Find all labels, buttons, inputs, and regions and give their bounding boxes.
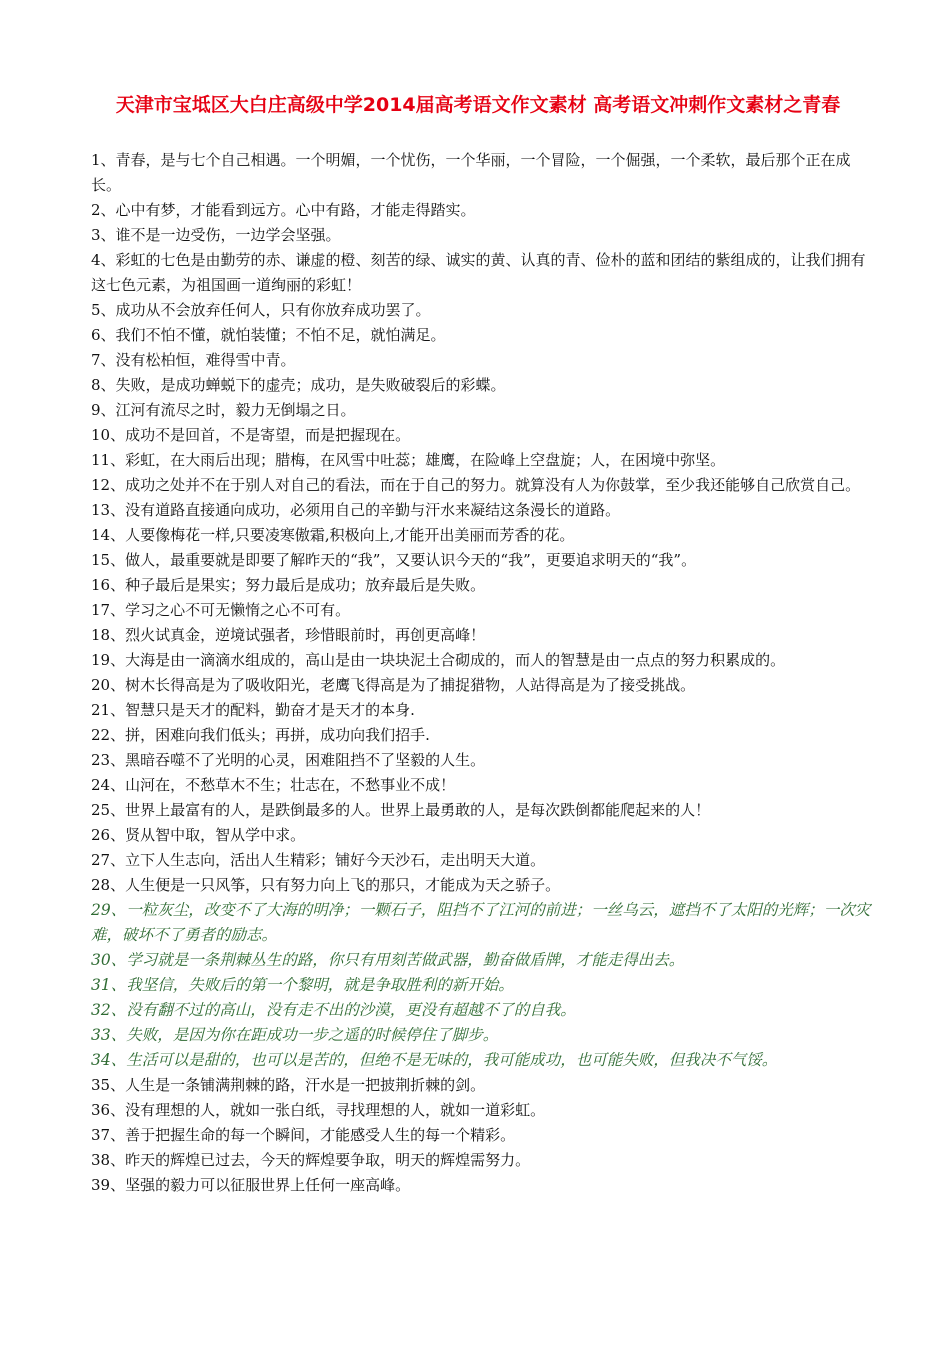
quote-item: 23、黑暗吞噬不了光明的心灵，困难阻挡不了坚毅的人生。 (91, 751, 486, 769)
quote-item: 38、昨天的辉煌已过去，今天的辉煌要争取，明天的辉煌需努力。 (91, 1151, 531, 1169)
quote-item: 9、江河有流尽之时，毅力无倒塌之日。 (91, 401, 356, 419)
quote-item: 37、善于把握生命的每一个瞬间，才能感受人生的每一个精彩。 (91, 1126, 516, 1144)
quote-item: 4、彩虹的七色是由勤劳的赤、谦虚的橙、刻苦的绿、诚实的黄、认真的青、俭朴的蓝和团结的紫组成的，让我们拥有这七色元素，为祖国画一道绚丽的彩虹！ (91, 251, 866, 294)
quote-item: 19、大海是由一滴滴水组成的，高山是由一块块泥土合砌成的，而人的智慧是由一点点的努力积累成的。 (91, 651, 786, 669)
quote-item: 31、我坚信，失败后的第一个黎明，就是争取胜利的新开始。 (91, 976, 514, 994)
quote-item: 39、坚强的毅力可以征服世界上任何一座高峰。 (91, 1176, 411, 1194)
quote-item: 14、人要像梅花一样,只要凌寒傲霜,积极向上,才能开出美丽而芳香的花。 (91, 526, 575, 544)
quote-item: 26、贤从智中取，智从学中求。 (91, 826, 306, 844)
quote-item: 28、人生便是一只风筝，只有努力向上飞的那只，才能成为天之骄子。 (91, 876, 561, 894)
quote-item: 8、失败，是成功蝉蜕下的虚壳；成功，是失败破裂后的彩蝶。 (91, 376, 506, 394)
quote-item: 33、失败，是因为你在距成功一步之遥的时候停住了脚步。 (91, 1026, 499, 1044)
quote-item: 18、烈火试真金，逆境试强者，珍惜眼前时，再创更高峰！ (91, 626, 486, 644)
document-title: 天津市宝坻区大白庄高级中学2014届高考语文作文素材 高考语文冲刺作文素材之青春 (115, 94, 841, 116)
quote-item: 1、青春，是与七个自己相遇。一个明媚，一个忧伤，一个华丽，一个冒险，一个倔强，一个柔软，最后那个正在成长。 (91, 151, 851, 194)
quote-item: 17、学习之心不可无懒惰之心不可有。 (91, 601, 351, 619)
quote-item: 36、没有理想的人，就如一张白纸，寻找理想的人，就如一道彩虹。 (91, 1101, 546, 1119)
quote-item: 24、山河在，不愁草木不生；壮志在，不愁事业不成！ (91, 776, 456, 794)
quote-item: 35、人生是一条铺满荆棘的路，汗水是一把披荆折棘的剑。 (91, 1076, 486, 1094)
quote-item: 29、一粒灰尘，改变不了大海的明净；一颗石子，阻挡不了江河的前进；一丝乌云，遮挡不了太阳的光辉；一次灾难，破坏不了勇者的励志。 (91, 901, 871, 944)
quote-item: 11、彩虹，在大雨后出现；腊梅，在风雪中吐蕊；雄鹰，在险峰上空盘旋；人，在困境中弥坚。 (91, 451, 726, 469)
quote-item: 10、成功不是回首，不是寄望，而是把握现在。 (91, 426, 411, 444)
quote-item: 30、学习就是一条荆棘丛生的路，你只有用刻苦做武器，勤奋做盾牌，才能走得出去。 (91, 951, 685, 969)
quote-item: 13、没有道路直接通向成功，必须用自己的辛勤与汗水来凝结这条漫长的道路。 (91, 501, 621, 519)
quote-item: 12、成功之处并不在于别人对自己的看法，而在于自己的努力。就算没有人为你鼓掌，至少我还能够自己欣赏自己。 (91, 476, 861, 494)
quote-item: 25、世界上最富有的人，是跌倒最多的人。世界上最勇敢的人，是每次跌倒都能爬起来的人！ (91, 801, 711, 819)
quote-item: 20、树木长得高是为了吸收阳光，老鹰飞得高是为了捕捉猎物，人站得高是为了接受挑战。 (91, 676, 696, 694)
quote-item: 27、立下人生志向，活出人生精彩；铺好今天沙石，走出明天大道。 (91, 851, 546, 869)
quote-item: 34、生活可以是甜的，也可以是苦的，但绝不是无味的，我可能成功，也可能失败，但我决不气馁。 (91, 1051, 778, 1069)
quote-item: 5、成功从不会放弃任何人，只有你放弃成功罢了。 (91, 301, 431, 319)
quote-item: 16、种子最后是果实；努力最后是成功；放弃最后是失败。 (91, 576, 486, 594)
quote-item: 21、智慧只是天才的配料，勤奋才是天才的本身. (91, 701, 415, 719)
quote-item: 6、我们不怕不懂，就怕装懂；不怕不足，就怕满足。 (91, 326, 446, 344)
quote-item: 15、做人，最重要就是即要了解昨天的“我”，又要认识今天的“我”，更要追求明天的“我”。 (91, 551, 697, 569)
quote-item: 22、拼，困难向我们低头；再拼，成功向我们招手. (91, 726, 430, 744)
quote-item: 32、没有翻不过的高山，没有走不出的沙漠，更没有超越不了的自我。 (91, 1001, 576, 1019)
quote-item: 2、心中有梦，才能看到远方。心中有路，才能走得踏实。 (91, 201, 476, 219)
quote-item: 3、谁不是一边受伤，一边学会坚强。 (91, 226, 341, 244)
quote-list (91, 148, 871, 1198)
quote-item: 7、没有松柏恒，难得雪中青。 (91, 351, 296, 369)
